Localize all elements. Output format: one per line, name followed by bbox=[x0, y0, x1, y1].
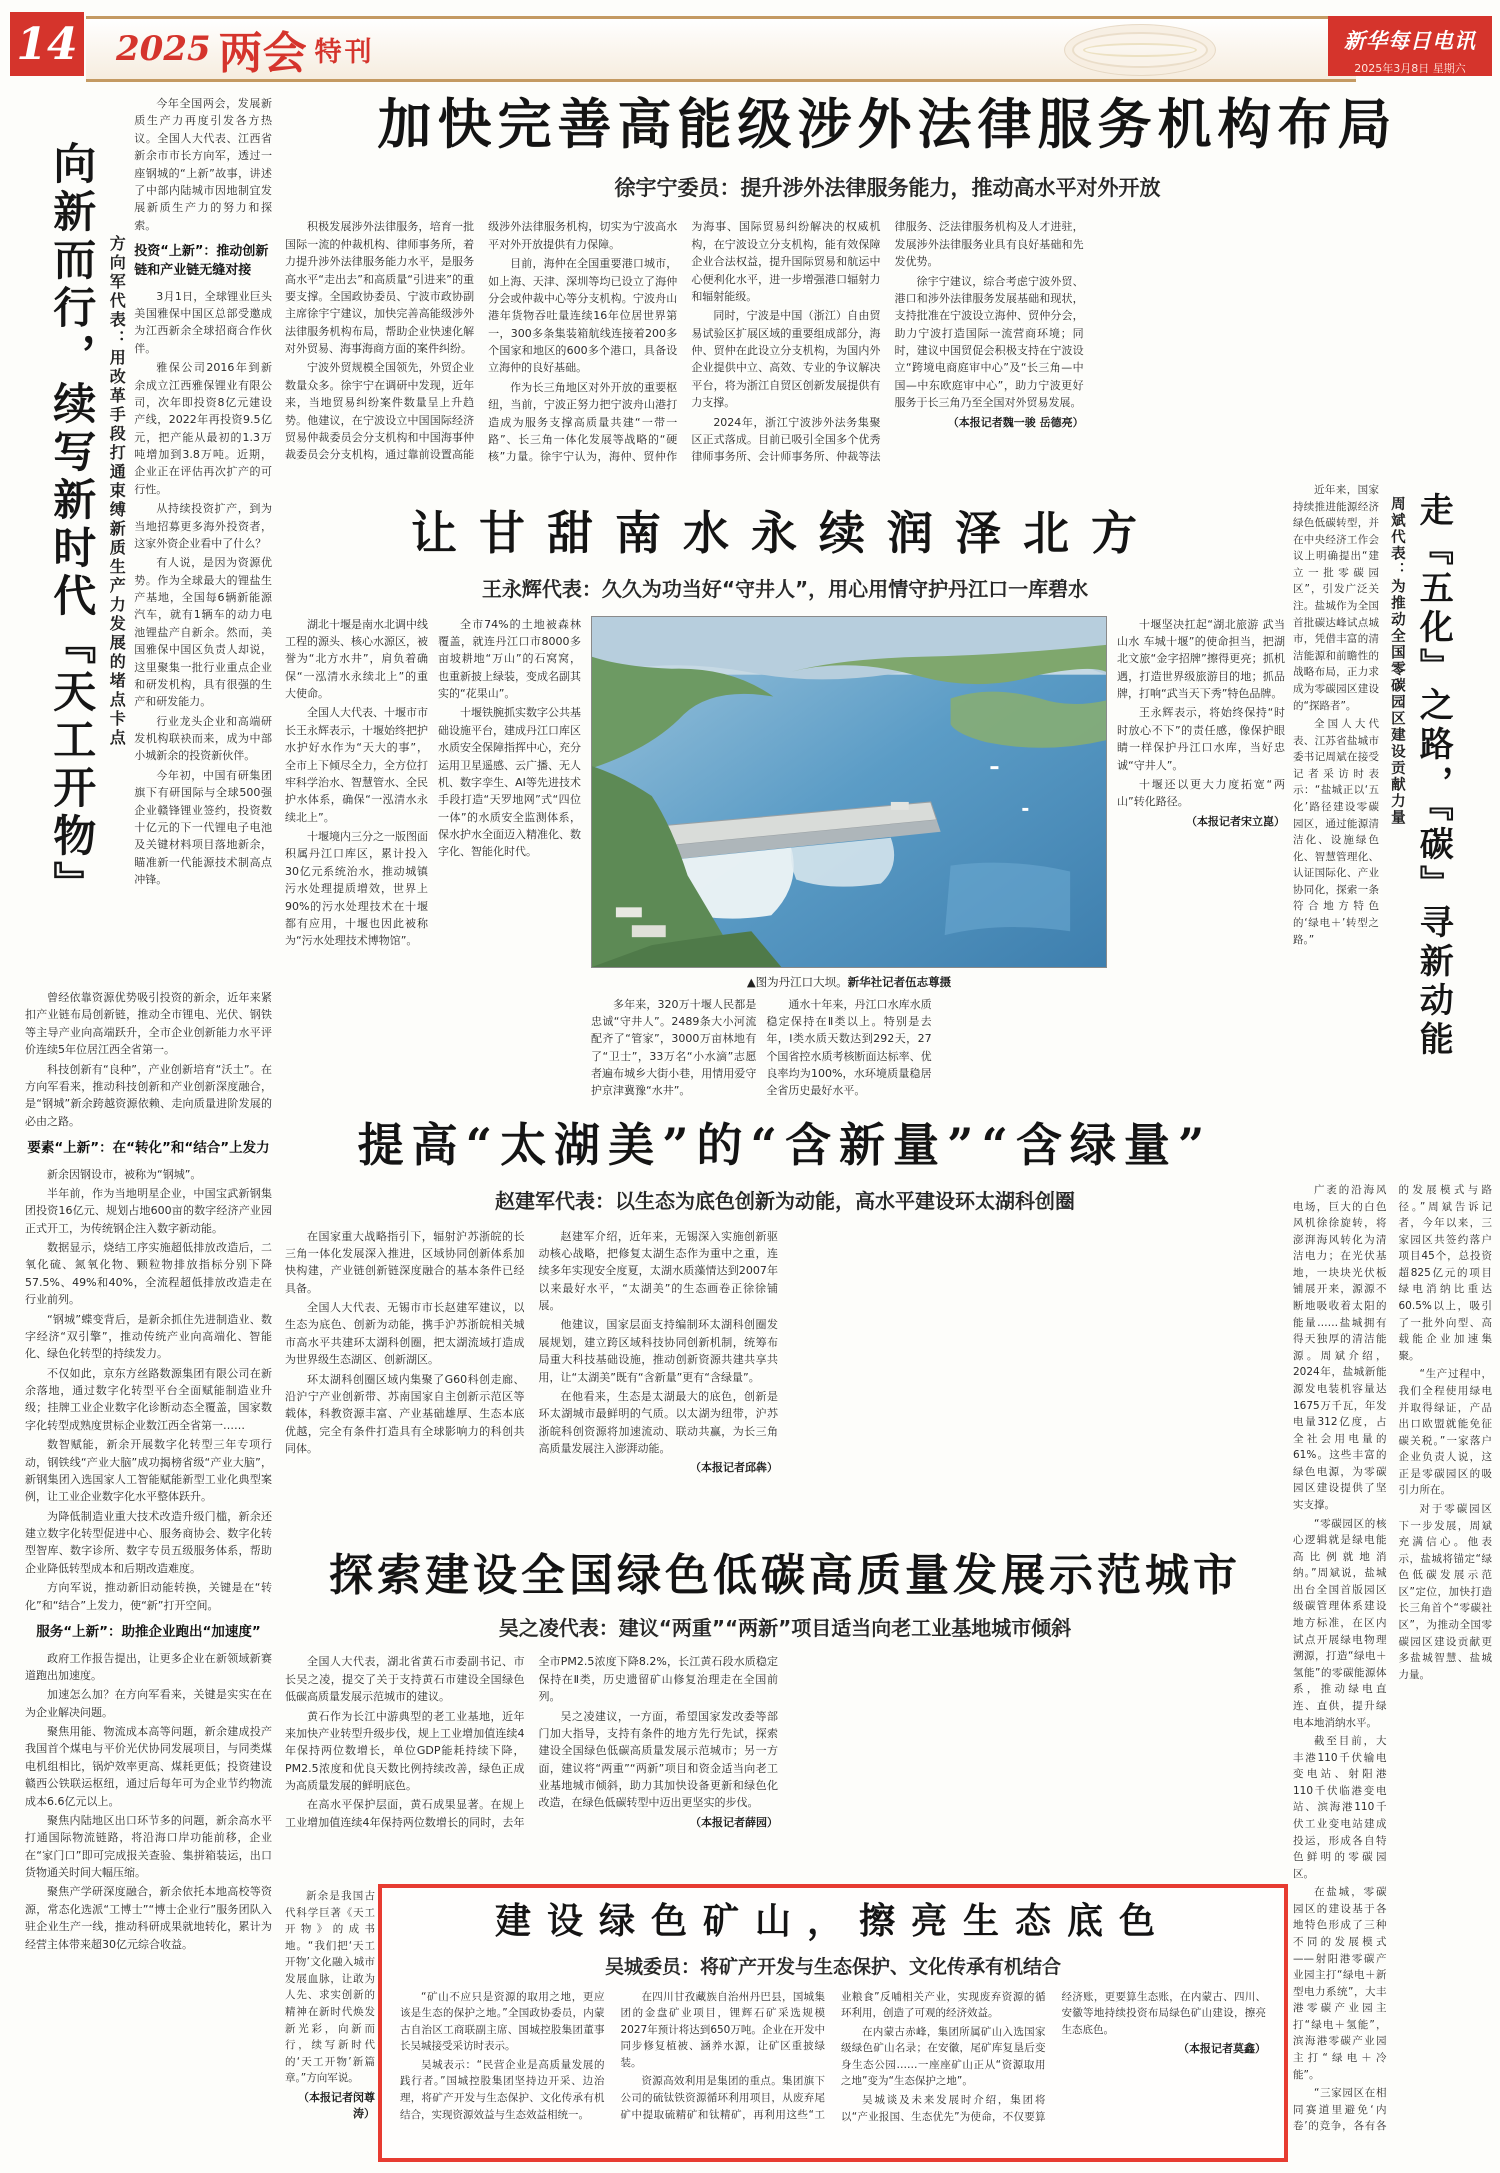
page-header bbox=[10, 12, 1492, 79]
article-wuhua-subtitle: 周斌代表：为推动全国零碳园区建设贡献力量 bbox=[1388, 496, 1405, 826]
article-taihu-columns bbox=[285, 1228, 1285, 1490]
article-mine-headline: 建设绿色矿山，擦亮生态底色 bbox=[494, 1900, 1171, 1942]
paragraph: 在国家重大战略指引下，辐射沪苏浙皖的长三角一体化发展深入推进，区域协同创新体系加快构建，产业链创新链深度融合的基本条件已经具备。 bbox=[285, 1229, 525, 1295]
article-explore-headline: 探索建设全国绿色低碳高质量发展示范城市 bbox=[329, 1550, 1241, 1601]
paragraph: 环太湖科创圈区域内集聚了G60科创走廊、沿沪宁产业创新带、苏南国家自主创新示范区等载体，科教资源丰富、产业基础雄厚、生态本底优越，完全有条件打造具有全球影响力的科创共同体。 bbox=[285, 1372, 525, 1456]
article-taihu-byline: 赵建军代表：以生态为底色创新为动能，高水平建设环太湖科创圈 bbox=[495, 1188, 1075, 1213]
paragraph: 目前，海仲在全国重要港口城市，如上海、天津、深圳等均已设立了海仲分会或仲裁中心等分支机构。宁波舟山港年货物吞吐量连续16年位居世界第一，300多条集装箱航线连接着200多个国家和地区的600多个港口，具备设立海仲的良好基础。 bbox=[488, 257, 678, 375]
article-water-byline: 王永辉代表：久久为功当好“守井人”，用心用情守护丹江口一库碧水 bbox=[481, 576, 1089, 601]
paragraph: 聚焦产学研深度融合，新余依托本地高校等资源，常态化选派“工博士”“博士企业行”服务团队入驻企业生产一线，推动科研成果就地转化，累计为经营主体带来超30亿元综合收益。 bbox=[25, 1885, 272, 1951]
paragraph: 半年前，作为当地明星企业，中国宝武新钢集团投资16亿元、规划占地600亩的数字经济产业园正式开工，为传统钢企注入数字新动能。 bbox=[25, 1186, 272, 1235]
paragraph: 全市74%的土地被森林覆盖，就连丹江口市8000多亩坡耕地“万山”的石窝窝，也重新披上绿装，变成名副其实的“花果山”。 bbox=[438, 617, 581, 701]
article-water-col4 bbox=[1117, 616, 1285, 1106]
article-taihu bbox=[285, 1120, 1285, 1548]
paragraph: 作为长三角地区对外开放的重要枢纽，当前，宁波正努力把宁波舟山港打造成为服务支撑高质量共建“一带一路”、长三角一体化发展等战略的“硬核”力量。徐宇宁认为，海仲、贸仲作为海事、国际贸易纠纷解决的权威机构，在宁波设立分支机构，能有效保障企业合法权益，提升国际贸易和航运中心便利化水平，进一步增强港口辐射力和辐射能级。 bbox=[488, 220, 881, 464]
article-wuhua-top bbox=[1293, 482, 1492, 1172]
masthead-title: 新华每日电讯 bbox=[1344, 29, 1476, 53]
article-wuhua bbox=[1293, 482, 1492, 2157]
paragraph: 新余因钢设市，被称为“钢城”。 bbox=[47, 1167, 202, 1181]
paragraph: 新余是我国古代科学巨著《天工开物》的成书地。“我们把‘天工开物’文化融入城市发展血脉，让敢为人先、求实创新的精神在新时代焕发新光彩，向新而行，续写新时代的‘天工开物’新篇章。”方向军说。 bbox=[285, 1890, 375, 2085]
paragraph: 同时，宁波是中国（浙江）自由贸易试验区扩展区域的重要组成部分，海仲、贸仲在此设立分支机构，为国内外企业提供中立、高效、专业的争议解决平台，将为浙江自贸区创新发展提供有力支撑。 bbox=[691, 309, 881, 410]
paragraph: 3月1日，全球锂业巨头美国雅保中国区总部受邀成为江西新余全球招商合作伙伴。 bbox=[134, 289, 272, 355]
paragraph: 近年来，国家持续推进能源经济绿色低碳转型，并在中央经济工作会议上明确提出“建立一批零碳园区”，引发广泛关注。盐城作为全国首批碳达峰试点城市，凭借丰富的清洁能源和前瞻性的战略布局，正力求成为零碳园区建设的“探路者”。 bbox=[1293, 484, 1379, 712]
paragraph: 方向军说，推动新旧动能转换，关键是在“转化”和“结合”上发力，使“新”打开空间。 bbox=[25, 1581, 272, 1612]
paragraph: 吴城谈及未来发展时介绍，集团将以“产业报国、生态优先”为使命，不仅要算经济账，更要算生态账，在内蒙古、四川、安徽等地持续投资布局绿色矿山建设，擦亮生态底色。 bbox=[841, 1990, 1266, 2123]
paragraph: 全国人大代表、十堰市市长王永辉表示，十堰始终把护水护好水作为“天大的事”，全市上下倾尽全力，全方位打牢科学治水、智慧管水、全民护水体系，确保“一泓清水永续北上”。 bbox=[285, 706, 428, 824]
page-number: 14 bbox=[10, 12, 84, 76]
paragraph: 吴城表示：“民营企业是高质量发展的践行者。”国城控股集团坚持边开采、边治理，将矿产开发与生态保护、文化传承有机结合，实现资源效益与生态效益相统一。 bbox=[400, 2058, 605, 2121]
article-law-byline: 徐宇宁委员：提升涉外法律服务能力，推动高水平对外开放 bbox=[614, 176, 1161, 201]
edition-year: 2025 bbox=[116, 29, 211, 69]
banner-decoration-swirl-icon bbox=[1064, 24, 1216, 76]
paragraph: 对于零碳园区下一步发展，周斌充满信心。他表示，盐城将锚定“绿色低碳发展示范区”定位，加快打造长三角首个“零碳社区”，为推动全国零碳园区建设贡献更多盐城智慧、盐城力量。 bbox=[1398, 1502, 1492, 1681]
paragraph: 十堰境内三分之一版图面积属丹江口库区，累计投入30亿元系统治水，推动城镇污水处理提质增效，世界上90%的污水处理技术在十堰都有应用，十堰也因此被称为“污水处理技术博物馆”。 bbox=[285, 830, 428, 948]
paragraph: “生产过程中，我们全程使用绿电并取得绿证，产品出口欧盟就能免征碳关税。”一家落户企业负责人说，这正是零碳园区的吸引力所在。 bbox=[1398, 1368, 1492, 1497]
paragraph: 今年初，中国有研集团旗下有研国际与全球500强企业赣锋锂业签约，投资数十亿元的下一代锂电子电池及关键材料项目落地新余，瞄准新一代能源技术制高点冲锋。 bbox=[134, 768, 272, 887]
paragraph: 聚焦内陆地区出口环节多的问题，新余高水平打通国际物流链路，将沿海口岸功能前移，企业在“家门口”即可完成报关查验、集拼箱装运，出口货物通关时间大幅压缩。 bbox=[25, 1813, 272, 1879]
paragraph: 截至目前，大丰港110千伏输电变电站、射阳港110千伏临港变电站、滨海港110千伏工业变电站建成投运，形成各自特色鲜明的零碳园区。 bbox=[1293, 1735, 1387, 1880]
article-law-columns bbox=[285, 218, 1490, 466]
reporter-credit: （本报记者魏一骏 岳德亮） bbox=[947, 415, 1084, 429]
paragraph: 在内蒙古赤峰，集团所属矿山入选国家级绿色矿山名录；在安徽，尾矿库复垦后变身生态公园……一座座矿山正从“资源取用之地”变为“生态保护之地”。 bbox=[841, 2025, 1046, 2088]
paragraph: 曾经依靠资源优势吸引投资的新余，近年来紧扣产业链布局创新链，推动全市锂电、光伏、钢铁等主导产业向高端跃升，全市企业创新能力水平评价连续5年位居江西全省第一。 bbox=[25, 991, 272, 1057]
paragraph: 多年来，320万十堰人民都是忠诚“守井人”。2489条大小河流配齐了“管家”，3000万亩林地有了“卫士”，33万名“小水滴”志愿者遍布城乡大街小巷，用情用爱守护京津冀豫“水井”。 bbox=[591, 997, 757, 1098]
article-xiangxin-col1 bbox=[130, 95, 272, 983]
paragraph: 湖北十堰是南水北调中线工程的源头、核心水源区，被誉为“北方水井”，肩负着确保“一泓清水永续北上”的重大使命。 bbox=[285, 617, 428, 701]
paragraph: 有人说，是因为资源优势。作为全球最大的锂盐生产基地，全国每6辆新能源汽车，就有1辆车的动力电池锂盐产自新余。然而，美国雅保中国区负责人却说，这里聚集一批行业重点企业和研发机构，具有很强的生产和研发能力。 bbox=[134, 556, 272, 709]
paragraph: 徐宇宁建议，综合考虑宁波外贸、港口和涉外法律服务发展基础和现状，支持批准在宁波设立海仲、贸仲分会，助力宁波打造国际一流营商环境；同时，建议中国贸促会积极支持在宁波设立“跨境电商庭审中心”及“长三角—中国—中东欧庭审中心”，助力宁波更好服务于长三角乃至全国对外贸易发展。 bbox=[894, 274, 1084, 410]
paragraph: 广袤的沿海风电场，巨大的白色风机徐徐旋转，将澎湃海风转化为清洁电力；在光伏基地，一块块光伏板铺展开来，源源不断地吸收着太阳的能量……盐城拥有得天独厚的清洁能源。周斌介绍，2024年，盐城新能源发电装机容量达1675万千瓦，年发电量312亿度，占全社会用电量的61%。这些丰富的绿色电源，为零碳园区建设提供了坚实支撑。 bbox=[1293, 1184, 1387, 1511]
article-taihu-headline: 提高“太湖美”的“含新量”“含绿量” bbox=[357, 1118, 1213, 1172]
paragraph: 资源高效利用是集团的重点。集团旗下公司的硫钛铁资源循环利用项目，从废弃尾矿中提取硫精矿和钛精矿，再利用这些“工业粮食”反哺相关产业，实现废弃资源的循环利用，创造了可观的经济效益。 bbox=[620, 1990, 1046, 2121]
paragraph: 数智赋能，新余开展数字化转型三年专项行动，钢铁线“产业大脑”成功揭榜省级“产业大脑”，新钢集团入选国家人工智能赋能新型工业化典型案例，让工业企业数字化水平整体跃升。 bbox=[25, 1438, 272, 1504]
paragraph: 加速怎么加？在方向军看来，关键是实实在在为企业解决问题。 bbox=[25, 1688, 272, 1719]
paragraph: “零碳园区的核心逻辑就是绿电能高比例就地消纳。”周斌说，盐城出台全国首版园区级碳管理体系建设地方标准，在区内试点开展绿电物理溯源，打造“绿电＋氢能”的零碳能源体系，推动绿电直连、直供，提升绿电本地消纳水平。 bbox=[1293, 1517, 1387, 1729]
paragraph: 政府工作报告提出，让更多企业在新领域新赛道跑出加速度。 bbox=[25, 1651, 272, 1682]
section-heading: 投资“上新”：推动创新链和产业链无缝对接 bbox=[134, 244, 269, 278]
paragraph: 聚焦用能、物流成本高等问题，新余建成投产我国首个煤电与平价光伏协同发展项目，与同类煤电机组相比，锅炉效率更高、煤耗更低；投资建设赣西公铁联运枢纽，通过后每年可为企业节约物流成本6.6亿元以上。 bbox=[25, 1725, 272, 1808]
paragraph: 全国人大代表、江苏省盐城市委书记周斌在接受记者采访时表示：“盐城正以‘五化’路径建设零碳园区，通过能源清洁化、设施绿色化、智慧管理化、认证国际化、产业协同化，探索一条符合地方特色的‘绿电＋’转型之路。” bbox=[1293, 718, 1379, 946]
paragraph: “矿山不应只是资源的取用之地，更应该是生态的保护之地。”全国政协委员，内蒙古自治区工商联副主席、国城控股集团董事长吴城接受采访时表示。 bbox=[400, 1990, 605, 2053]
paragraph: 积极发展涉外法律服务，培育一批国际一流的仲裁机构、律师事务所，着力提升涉外法律服务能力水平，是服务高水平“走出去”和高质量“引进来”的重要支撑。全国政协委员、宁波市政协副主席徐宇宁建议，加快完善高能级涉外法律服务机构布局，帮助企业快速化解对外贸易、海事海商方面的案件纠纷。 bbox=[285, 220, 475, 356]
paragraph: 他建议，国家层面支持编制环太湖科创圈发展规划，建立跨区域科技协同创新机制，统筹布局重大科技基础设施，推动创新资源共建共享共用，让“太湖美”既有“含新量”更有“含绿量”。 bbox=[538, 1318, 778, 1384]
paragraph: 在他看来，生态是太湖最大的底色，创新是环太湖城市最鲜明的气质。以太湖为纽带，沪苏浙皖科创资源将加速流动、联动共赢，为长三角高质量发展注入澎湃动能。 bbox=[538, 1389, 778, 1456]
paragraph: 为降低制造业重大技术改造升级门槛，新余还建立数字化转型促进中心、服务商协会、数字化转型智库、数字诊所、数字专员五级服务体系，帮助企业降低转型成本和后期改造难度。 bbox=[25, 1509, 272, 1575]
paragraph: 王永辉表示，将始终保持“时时放心不下”的责任感，像保护眼睛一样保护丹江口水库，当好忠诚“守井人”。 bbox=[1117, 706, 1285, 772]
edition-banner bbox=[86, 16, 1356, 82]
paragraph: 雅保公司2016年到新余成立江西雅保锂业有限公司，次年即投资8亿元建设产线，2022年再投资9.5亿元，把产能从最初的1.3万吨增加到3.8万吨。近期，企业正在评估再次扩产的可行性。 bbox=[134, 361, 272, 496]
article-explore bbox=[285, 1552, 1285, 1878]
paragraph: 十堰坚决扛起“湖北旅游 武当山水 车城十堰”的使命担当，把湖北文旅“金字招牌”擦得更亮；抓机遇，打造世界级旅游目的地；抓品牌，打响“武当天下秀”特色品牌。 bbox=[1117, 617, 1285, 701]
paragraph: 十堰铁腕抓实数字公共基础设施平台，建成丹江口库区水质安全保障指挥中心，充分运用卫星遥感、云广播、无人机、数字孪生、AI等先进技术手段打造“天罗地网”式“四位一体”的水质安全监测体系，保水护水全面迈入精准化、数字化、智能化时代。 bbox=[438, 706, 581, 859]
paragraph: 全国人大代表、无锡市市长赵建军建议，以生态为底色、创新为动能，携手沪苏浙皖相关城市高水平共建环太湖科创圈，把太湖流域打造成为世界级生态湖区、创新湖区。 bbox=[285, 1301, 525, 1367]
reporter-credit: （本报记者闵尊涛） bbox=[298, 2090, 375, 2120]
paragraph: 从持续投资扩产，到为当地招募更多海外投资者，这家外资企业看中了什么？ bbox=[134, 502, 272, 550]
article-law-headline: 加快完善高能级涉外法律服务机构布局 bbox=[377, 92, 1398, 156]
photo-caption-text: ▲图为丹江口大坝。 bbox=[746, 974, 848, 989]
reporter-credit: （本报记者薛园） bbox=[690, 1815, 778, 1829]
article-wuhua-lead-column bbox=[1293, 482, 1379, 1172]
paragraph: 不仅如此，京东方丝路数源集团有限公司在新余落地，通过数字化转型平台全面赋能制造业升级；挂牌工业企业数字化诊断动态全覆盖，国家数字化转型成熟度贯标企业数江西全省第一…… bbox=[25, 1366, 272, 1432]
section-heading: 服务“上新”：助推企业跑出“加速度” bbox=[36, 1623, 261, 1640]
masthead-date: 2025年3月8日 星期六 bbox=[1354, 62, 1466, 75]
paragraph: 十堰还以更大力度拓宽“两山”转化路径。 bbox=[1117, 777, 1285, 809]
paragraph: 宁波外贸规模全国领先，外贸企业数量众多。徐宇宁在调研中发现，近年来，当地贸易纠纷案件数量呈上升趋势。他建议，在宁波设立中国国际经济贸易仲裁委员会分支机构和中国海事仲裁委员会分支机构，通过靠前设置高能级涉外法律服务机构，切实为宁波高水平对外开放提供有力保障。 bbox=[285, 220, 678, 462]
paragraph: 今年全国两会，发展新质生产力再度引发各方热议。全国人大代表、江西省新余市市长方向军，透过一座钢城的“上新”故事，讲述了中部内陆城市因地制宜发展新质生产力的努力和探索。 bbox=[134, 97, 272, 232]
paragraph: 行业龙头企业和高端研发机构联袂而来，成为中部小城新余的投资新伙伴。 bbox=[134, 714, 272, 763]
masthead bbox=[1328, 16, 1492, 76]
photo-caption bbox=[591, 974, 1107, 990]
article-mine-redbox bbox=[378, 1884, 1288, 2162]
paragraph: 黄石作为长江中游典型的老工业基地，近年来加快产业转型升级步伐，规上工业增加值连续4年保持两位数增长，单位GDP能耗持续下降，PM2.5浓度和优良天数比例持续改善，绿色正成为高质量发展的鲜明底色。 bbox=[285, 1709, 525, 1793]
danjiangkou-dam-photo bbox=[591, 616, 1107, 968]
paragraph: 2024年，浙江宁波涉外法务集聚区正式落成。目前已吸引全国多个优秀律师事务所、会计师事务所、仲裁等法律服务、泛法律服务机构及人才进驻，发展涉外法律服务业具有良好基础和先发优势。 bbox=[691, 220, 1084, 464]
article-water-photo-block bbox=[591, 616, 1107, 1106]
paragraph: 吴之凌建议，一方面，希望国家发改委等部门加大指导，支持有条件的地方先行先试，探索建设全国绿色低碳高质量发展示范城市；另一方面，建议将“两重”“两新”项目和资金适当向老工业基地城市倾斜，助力其加快设备更新和绿色化改造，在绿色低碳转型中迈出更坚实的步伐。 bbox=[538, 1709, 778, 1810]
paragraph: 数据显示，烧结工序实施超低排放改造后，二氧化硫、氮氧化物、颗粒物排放指标分别下降57.5%、49%和40%，全流程超低排放改造走在行业前列。 bbox=[25, 1241, 272, 1307]
paragraph: 在高水平保护层面，黄石成果显著。在规上工业增加值连续4年保持两位数增长的同时，去年全市PM2.5浓度下降8.2%，长江黄石段水质稳定保持在Ⅱ类，历史遗留矿山修复治理走在全国前列。 bbox=[285, 1655, 778, 1829]
reporter-credit: （本报记者宋立崑） bbox=[1186, 814, 1285, 828]
article-explore-byline: 吴之凌代表：建议“两重”“两新”项目适当向老工业基地城市倾斜 bbox=[498, 1616, 1072, 1641]
article-xiangxin-subtitle: 方向军代表：用改革手段打通束缚新质生产力发展的堵点卡点 bbox=[107, 235, 127, 748]
paragraph: 在四川甘孜藏族自治州丹巴县，国城集团的金盘矿业项目，锂辉石矿采选规模2027年预计将达到650万吨。企业在开发中同步修复植被、涵养水源，让矿区重披绿装。 bbox=[620, 1990, 825, 2069]
article-water bbox=[285, 508, 1285, 1114]
photo-caption-credit: 新华社记者伍志尊摄 bbox=[847, 974, 952, 989]
paragraph: 在盐城，零碳园区的建设基于各地特色形成了三种不同的发展模式——射阳港零碳产业园主打“绿电＋新型电力系统”，大丰港零碳产业园主打“绿电＋氢能”，滨海港零碳产业园主打“绿电＋冷能”。 bbox=[1293, 1886, 1387, 2081]
section-heading: 要素“上新”：在“转化”和“结合”上发力 bbox=[27, 1140, 270, 1156]
paragraph: 全国人大代表，湖北省黄石市委副书记、市长吴之凌，提交了关于支持黄石市建设全国绿色低碳高质量发展示范城市的建议。 bbox=[285, 1655, 525, 1704]
paragraph: “三家园区在相同赛道里避免‘内卷’的竞争，各有各的发展模式与路径。”周斌告诉记者，今年以来，三家园区共签约落户项目45个，总投资超825亿元的项目绿电消纳比重达60.5%以上，吸引了一批外向型、高载能企业加速集聚。 bbox=[1293, 1184, 1492, 2133]
paragraph: 科技创新有“良种”，产业创新培育“沃土”。在方向军看来，推动科技创新和产业创新深度融合，是“钢城”新余跨越资源依赖、走向质量进阶发展的必由之路。 bbox=[25, 1062, 272, 1128]
article-mine-columns bbox=[400, 1989, 1266, 2127]
article-xiangxin-bottom bbox=[25, 983, 272, 2157]
paragraph: 通水十年来，丹江口水库水质稳定保持在Ⅱ类以上。特别是去年，Ⅰ类水质天数达到292天，27个国省控水质考核断面达标率、优良率均为100%，水环境质量稳居全省历史最好水平。 bbox=[766, 997, 932, 1098]
article-wuhua-columns bbox=[1293, 1182, 1492, 2147]
reporter-credit: （本报记者邱犇） bbox=[690, 1461, 778, 1475]
paragraph: “钢城”蝶变背后，是新余抓住先进制造业、数字经济“双引擎”，推动传统产业向高端化、智能化、绿色化转型的持续发力。 bbox=[25, 1312, 272, 1361]
article-mine-byline: 吴城委员：将矿产开发与生态保护、文化传承有机结合 bbox=[604, 1955, 1061, 1978]
article-xiangxin-headline: 向新而行，续写新时代『天工开物』 bbox=[46, 141, 97, 909]
edition-title: 两会 bbox=[218, 28, 307, 79]
reporter-credit: （本报记者莫鑫） bbox=[1178, 2042, 1266, 2056]
article-xiangxin bbox=[25, 95, 272, 2157]
article-water-col1 bbox=[285, 616, 428, 1106]
article-water-col2 bbox=[438, 616, 581, 1106]
article-water-headline: 让甘甜南水永续润泽北方 bbox=[411, 506, 1159, 560]
article-xiangxin-overflow-column bbox=[285, 1888, 375, 2156]
article-wuhua-headline: 走『五化』之路，『碳』寻新动能 bbox=[1413, 492, 1454, 1060]
article-water-under-photo-columns bbox=[591, 996, 1107, 1106]
edition-subtitle: 特刊 bbox=[314, 36, 375, 68]
article-water-body bbox=[285, 616, 1285, 1106]
article-law bbox=[285, 92, 1490, 501]
article-explore-columns bbox=[285, 1653, 1285, 1835]
article-xiangxin-top bbox=[25, 95, 272, 983]
paragraph: 赵建军介绍，近年来，无锡深入实施创新驱动核心战略，把修复太湖生态作为重中之重，连续多年实现安全度夏，太湖水质藻情达到2007年以来最好水平，“太湖美”的生态画卷正徐徐铺展。 bbox=[538, 1229, 778, 1313]
